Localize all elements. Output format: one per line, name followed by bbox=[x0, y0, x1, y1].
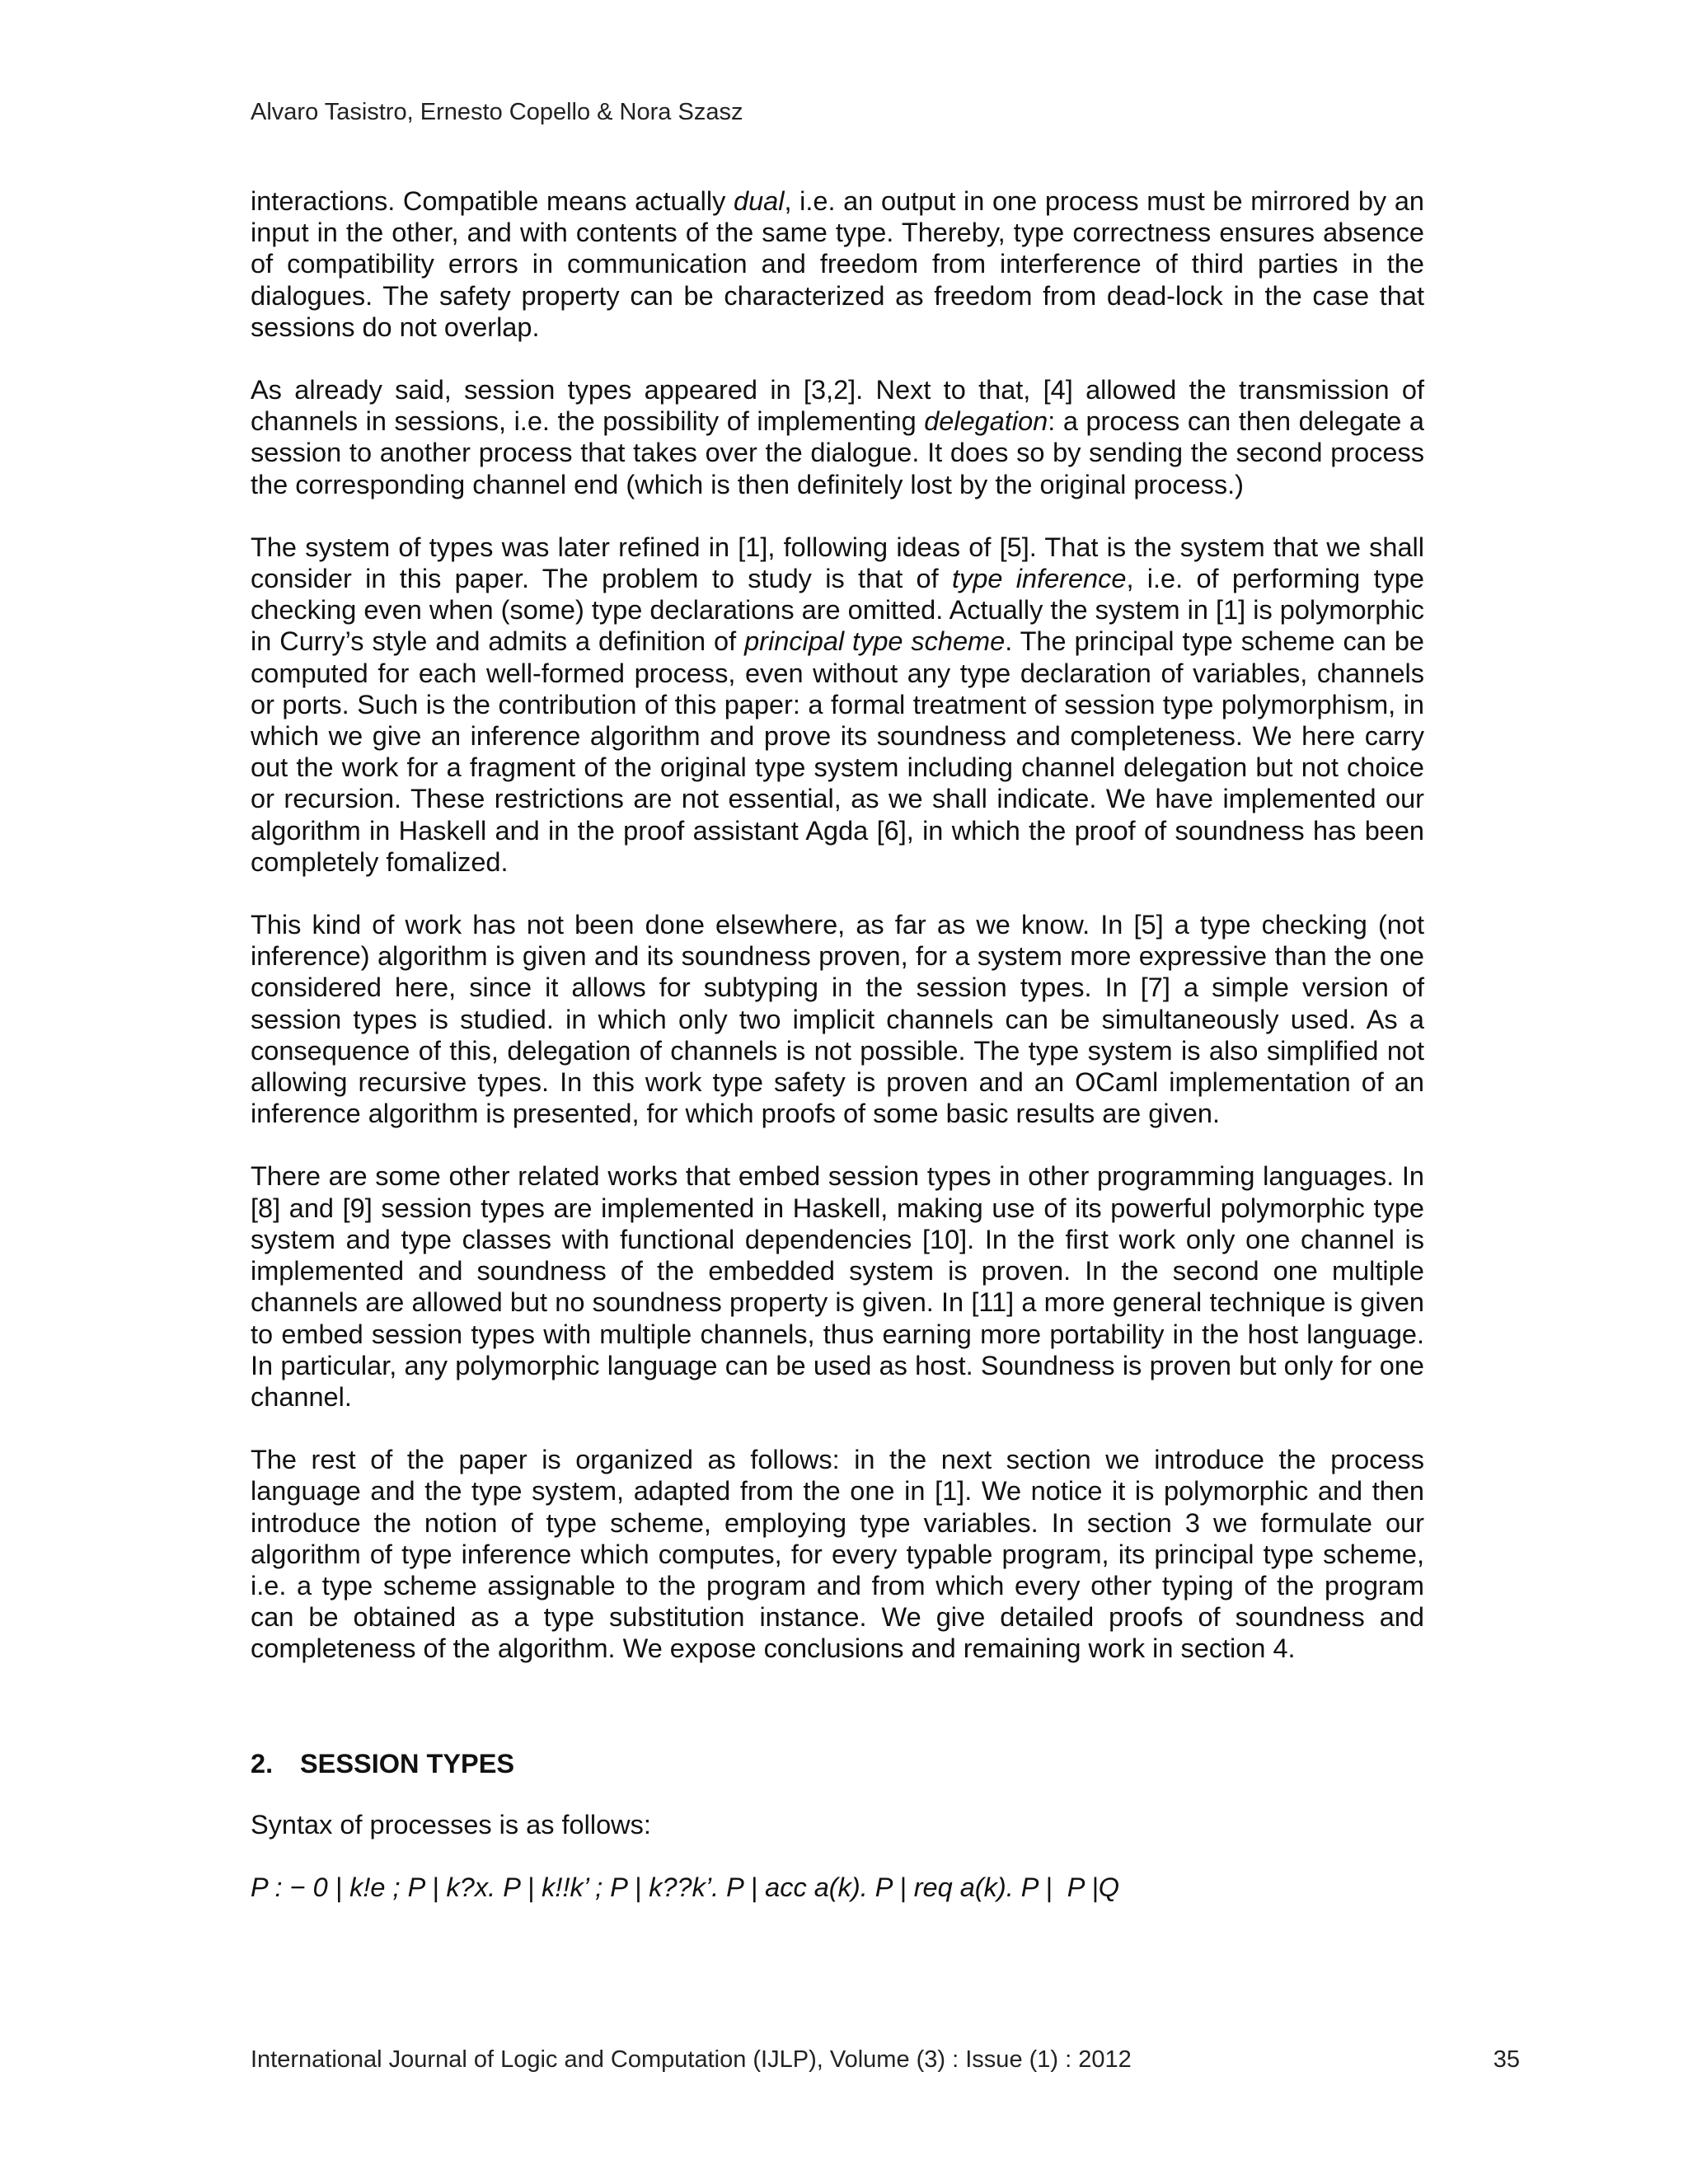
p2-text-a: As already said, session types appeared in [3,2]. Next to that, [4] allowed the transmission of channels in sessions, i.e. the possibility of implementing bbox=[251, 375, 1424, 437]
paragraph-3 bbox=[251, 532, 1424, 878]
p3-text-a: The system of types was later refined in [1], following ideas of [5]. That is the system that we shall consider in this paper. The problem to study is that of bbox=[251, 532, 1424, 594]
p3-text-c: . The principal type scheme can be computed for each well-formed process, even without any type declaration of variables, channels or ports. Such is the contribution of this paper: a formal treatment of session type polymorphism, in which we give an inference algorithm and prove its soundness and completeness. We here carry out the work for a fragment of the original type system including channel delegation but not choice or recursion. These restrictions are not essential, as we shall indicate. We have implemented our algorithm in Haskell and in the proof assistant Agda [6], in which the proof of soundness has been completely fomalized. bbox=[251, 626, 1425, 877]
p3-emphasis-type-inference: type inference bbox=[952, 564, 1127, 594]
section-heading bbox=[251, 1748, 1424, 1779]
footer-journal-citation: International Journal of Logic and Computation (IJLP), Volume (3) : Issue (1) : 2012 bbox=[251, 2046, 1132, 2073]
p2-emphasis-delegation: delegation bbox=[924, 406, 1048, 437]
p1-emphasis-dual: dual bbox=[734, 186, 785, 216]
p3-emphasis-principal-type-scheme: principal type scheme bbox=[744, 626, 1006, 657]
section-intro: Syntax of processes is as follows: bbox=[251, 1809, 651, 1840]
p1-text-b: , i.e. an output in one process must be mirrored by an input in the other, and with contents of the same type. Thereby, type correctness ensures absence of compatibility errors in communication and freedom from interference of third parties in the dialogues. The safety property can be characterized as freedom from dead-lock in the case that sessions do not overlap. bbox=[251, 186, 1424, 342]
running-head-authors: Alvaro Tasistro, Ernesto Copello & Nora Szasz bbox=[251, 99, 743, 125]
process-syntax-formula: P : − 0 | k!e ; P | k?x. P | k!!k’ ; P | k??k’. P | acc a(k). P | req a(k). P | P |Q bbox=[251, 1872, 1119, 1902]
paragraph-1 bbox=[251, 185, 1424, 343]
body-text bbox=[251, 185, 1424, 1903]
paragraph-6: The rest of the paper is organized as follows: in the next section we introduce the process language and the type system, adapted from the one in [1]. We notice it is polymorphic and then introduce the notion of type scheme, employing type variables. In section 3 we formulate our algorithm of type inference which computes, for every typable program, its principal type scheme, i.e. a type scheme assignable to the program and from which every other typing of the program can be obtained as a type substitution instance. We give detailed proofs of soundness and completeness of the algorithm. We expose conclusions and remaining work in section 4. bbox=[251, 1445, 1424, 1664]
section-number: 2. bbox=[251, 1748, 274, 1779]
p2-text-b: : a process can then delegate a session to another process that takes over the dialogue. It does so by sending the second process the corresponding channel end (which is then definitely lost by the original process.) bbox=[251, 406, 1424, 499]
paragraph-4: This kind of work has not been done elsewhere, as far as we know. In [5] a type checking (not inference) algorithm is given and its soundness proven, for a system more expressive than the one considered here, since it allows for subtyping in the session types. In [7] a simple version of session types is studied. in which only two implicit channels can be simultaneously used. As a consequence of this, delegation of channels is not possible. The type system is also simplified not allowing recursive types. In this work type safety is proven and an OCaml implementation of an inference algorithm is presented, for which proofs of some basic results are given. bbox=[251, 910, 1424, 1129]
p3-text-b: , i.e. of performing type checking even when (some) type declarations are omitted. Actually the system in [1] is polymorphic in Curry’s style and admits a definition of bbox=[251, 564, 1424, 657]
page-number: 35 bbox=[1493, 2046, 1520, 2073]
paragraph-5: There are some other related works that embed session types in other programming languages. In [8] and [9] session types are implemented in Haskell, making use of its powerful polymorphic type system and type classes with functional dependencies [10]. In the first work only one channel is implemented and soundness of the embedded system is proven. In the second one multiple channels are allowed but no soundness property is given. In [11] a more general technique is given to embed session types with multiple channels, thus earning more portability in the host language. In particular, any polymorphic language can be used as host. Soundness is proven but only for one channel. bbox=[251, 1161, 1424, 1412]
p1-text-a: interactions. Compatible means actually bbox=[251, 186, 734, 216]
paragraph-2 bbox=[251, 374, 1424, 500]
section-title: SESSION TYPES bbox=[300, 1748, 515, 1779]
